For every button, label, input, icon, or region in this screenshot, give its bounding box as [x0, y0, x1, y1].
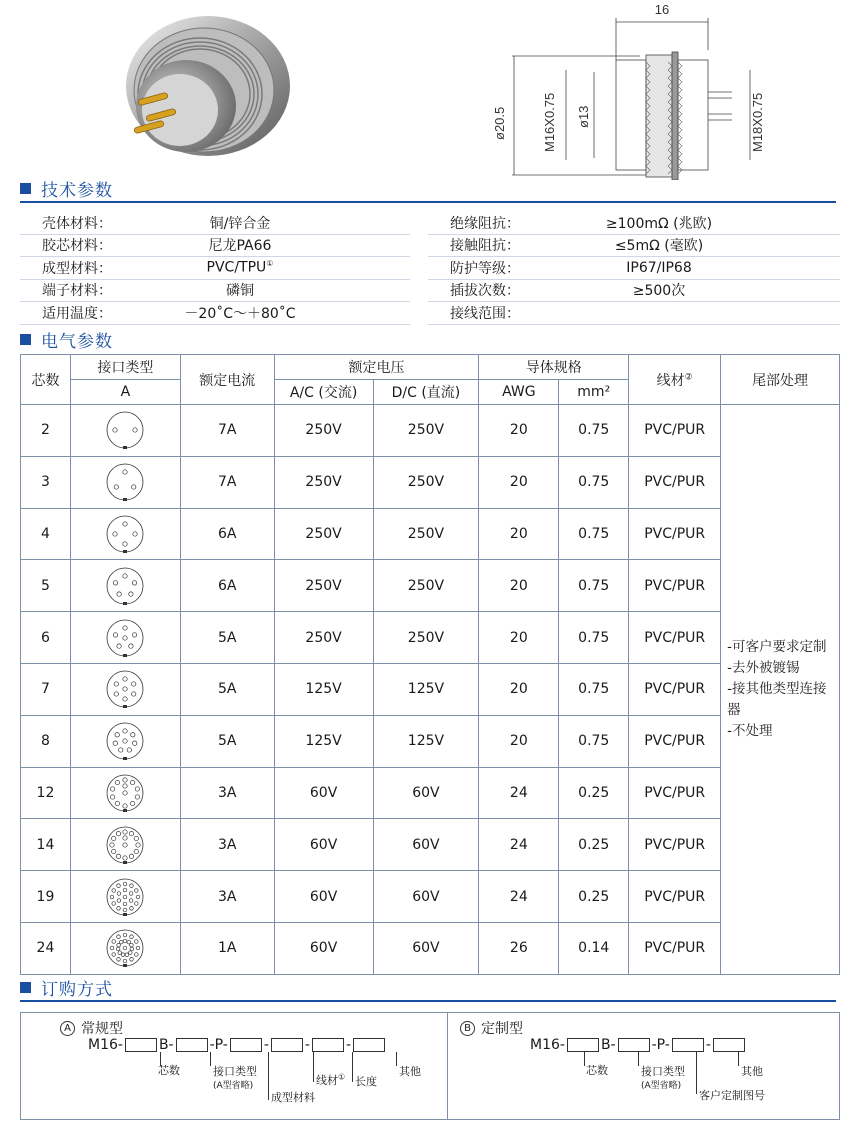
cell-iface: [70, 819, 180, 871]
spec-key: 防护等级：: [450, 260, 520, 277]
spec-value: ≥100mΩ (兆欧): [605, 215, 713, 232]
cell-mm2: 0.75: [559, 663, 629, 715]
th-conductor: 导体规格: [479, 355, 629, 380]
table-row: [21, 871, 840, 923]
cell-dc: 250V: [373, 456, 479, 508]
cell-awg: 26: [479, 922, 559, 974]
cell-mm2: 0.75: [559, 612, 629, 664]
lbl-cores: 芯数: [158, 1064, 180, 1077]
cell-current: 5A: [180, 715, 274, 767]
section-tech-header: [20, 177, 113, 199]
cell-iface: [70, 612, 180, 664]
order-b-label: 定制型: [481, 1021, 523, 1037]
spec-value: －20˚C～＋80˚C: [184, 305, 296, 322]
lbl-iface-note: (A型省略): [213, 1081, 254, 1091]
circled-b-icon: B: [460, 1021, 475, 1036]
th-iface-a: A: [70, 380, 180, 405]
cell-mm2: 0.25: [559, 819, 629, 871]
table-row: [21, 819, 840, 871]
cell-cores: 12: [21, 767, 71, 819]
slot-other: [713, 1038, 745, 1052]
cell-awg: 20: [479, 715, 559, 767]
spec-value: 磷铜: [226, 283, 254, 300]
spec-value: ≤5mΩ (毫欧): [614, 238, 704, 255]
spec-row: [428, 212, 840, 235]
cell-current: 1A: [180, 922, 274, 974]
table-row: [21, 508, 840, 560]
cell-ac: 250V: [274, 508, 373, 560]
cell-ac: 250V: [274, 405, 373, 457]
spec-value-wrap: [548, 213, 840, 233]
spec-row: [20, 280, 410, 303]
bracket: [268, 1052, 269, 1100]
lbl-mold: 成型材料: [271, 1091, 315, 1104]
cell-mm2: 0.75: [559, 508, 629, 560]
cell-wire: PVC/PUR: [629, 560, 721, 612]
cell-cores: 6: [21, 612, 71, 664]
section-divider: [20, 201, 836, 203]
lbl-wire-wrap: [316, 1072, 345, 1088]
cell-cores: 19: [21, 871, 71, 923]
slot-cores: [567, 1038, 599, 1052]
cell-iface: [70, 456, 180, 508]
pin-layout-icon: [104, 409, 146, 451]
table-row: [21, 405, 840, 457]
spec-right-column: [428, 212, 840, 325]
tail-option: -去外被镀锡: [727, 659, 800, 676]
slot-custom: [672, 1038, 704, 1052]
cell-iface: [70, 508, 180, 560]
table-row: [21, 767, 840, 819]
cell-current: 7A: [180, 456, 274, 508]
cell-awg: 20: [479, 560, 559, 612]
order-a-title: [60, 1018, 123, 1038]
spec-row: [428, 257, 840, 280]
pin-layout-icon: [104, 772, 146, 814]
pin-layout-icon: [104, 617, 146, 659]
cell-mm2: 0.25: [559, 871, 629, 923]
bracket: [696, 1052, 697, 1094]
cell-dc: 250V: [373, 560, 479, 612]
bracket: [210, 1052, 211, 1066]
slot-wire: [271, 1038, 303, 1052]
dimension-drawing: [470, 0, 810, 180]
spec-value: PVC/TPU: [206, 260, 267, 277]
lbl-other: 其他: [741, 1065, 763, 1078]
spec-value: 尼龙PA66: [208, 238, 272, 255]
circled-a-icon: A: [60, 1021, 75, 1036]
spec-row: [20, 212, 410, 235]
spec-row: [20, 257, 410, 280]
electrical-table: [20, 354, 840, 975]
spec-sup: ①: [266, 259, 274, 269]
th-tail: 尾部处理: [721, 355, 840, 405]
section-order-header: [20, 976, 113, 998]
section-title: 技术参数: [41, 180, 113, 201]
cell-wire: PVC/PUR: [629, 819, 721, 871]
th-wire: [629, 355, 721, 405]
th-cores: 芯数: [21, 355, 71, 405]
code-b: B-: [600, 1037, 616, 1053]
cell-dc: 60V: [373, 767, 479, 819]
th-awg: AWG: [479, 380, 559, 405]
order-divider: [447, 1012, 448, 1120]
slot-cores: [125, 1038, 157, 1052]
tail-option: -接其他类型连接器: [727, 680, 827, 718]
cell-current: 3A: [180, 819, 274, 871]
lbl-iface-note: (A型省略): [641, 1081, 682, 1091]
cell-mm2: 0.25: [559, 767, 629, 819]
spec-row: [20, 235, 410, 258]
order-a-code: [88, 1037, 387, 1053]
cell-awg: 20: [479, 663, 559, 715]
bracket: [738, 1052, 739, 1066]
dim-m16: M16X0.75: [542, 92, 557, 152]
cell-dc: 60V: [373, 922, 479, 974]
code-dash: -: [263, 1037, 269, 1053]
cell-wire: PVC/PUR: [629, 871, 721, 923]
cell-awg: 20: [479, 612, 559, 664]
spec-key: 适用温度：: [42, 305, 112, 322]
pin-layout-icon: [104, 565, 146, 607]
spec-value-wrap: [140, 280, 410, 300]
cell-wire: PVC/PUR: [629, 715, 721, 767]
spec-key: 绝缘阻抗：: [450, 215, 520, 232]
pin-layout-icon: [104, 927, 146, 969]
slot-iface: [618, 1038, 650, 1052]
cell-iface: [70, 405, 180, 457]
th-voltage: 额定电压: [274, 355, 479, 380]
th-iface: 接口类型: [70, 355, 180, 380]
cell-wire: PVC/PUR: [629, 508, 721, 560]
code-p: -P-: [209, 1037, 228, 1053]
th-dc: D/C (直流): [373, 380, 479, 405]
th-wire-label: 线材: [656, 372, 685, 389]
dim-m18: M18X0.75: [750, 92, 765, 152]
table-row: [21, 456, 840, 508]
cell-dc: 250V: [373, 405, 479, 457]
section-elec-header: [20, 328, 113, 350]
dim-16: 16: [654, 2, 670, 17]
cell-mm2: 0.75: [559, 715, 629, 767]
cell-wire: PVC/PUR: [629, 456, 721, 508]
slot-length: [312, 1038, 344, 1052]
cell-current: 3A: [180, 871, 274, 923]
th-current: 额定电流: [180, 355, 274, 405]
code-prefix: M16-: [530, 1037, 565, 1053]
cell-awg: 24: [479, 871, 559, 923]
cell-ac: 60V: [274, 871, 373, 923]
cell-mm2: 0.75: [559, 560, 629, 612]
cell-dc: 60V: [373, 871, 479, 923]
cell-ac: 125V: [274, 663, 373, 715]
cell-ac: 250V: [274, 612, 373, 664]
code-dash: -: [705, 1037, 711, 1053]
cell-cores: 4: [21, 508, 71, 560]
cell-awg: 20: [479, 508, 559, 560]
cell-iface: [70, 922, 180, 974]
cell-ac: 250V: [274, 560, 373, 612]
dim-dia-13: ø13: [576, 105, 591, 128]
spec-left-column: [20, 212, 410, 325]
order-b-code: [530, 1037, 747, 1053]
order-box: [20, 1012, 840, 1120]
cell-cores: 14: [21, 819, 71, 871]
tail-option: -不处理: [727, 722, 773, 739]
cell-cores: 3: [21, 456, 71, 508]
cell-ac: 60V: [274, 922, 373, 974]
cell-mm2: 0.14: [559, 922, 629, 974]
cell-iface: [70, 715, 180, 767]
cell-dc: 125V: [373, 715, 479, 767]
lbl-length: 长度: [355, 1075, 377, 1088]
cell-cores: 2: [21, 405, 71, 457]
cell-wire: PVC/PUR: [629, 922, 721, 974]
code-p: -P-: [651, 1037, 670, 1053]
table-row: [21, 922, 840, 974]
th-ac: A/C (交流): [274, 380, 373, 405]
cell-current: 5A: [180, 663, 274, 715]
lbl-custom: 客户定制图号: [699, 1089, 765, 1102]
bracket: [313, 1052, 314, 1082]
code-b: B-: [158, 1037, 174, 1053]
slot-other: [353, 1038, 385, 1052]
cell-awg: 20: [479, 405, 559, 457]
order-a-label: 常规型: [81, 1021, 123, 1037]
pin-layout-icon: [104, 668, 146, 710]
cell-wire: PVC/PUR: [629, 767, 721, 819]
table-row: [21, 715, 840, 767]
cell-wire: PVC/PUR: [629, 663, 721, 715]
spec-value: IP67/IP68: [626, 259, 692, 276]
spec-value-wrap: [548, 280, 840, 300]
cell-cores: 8: [21, 715, 71, 767]
spec-row: [20, 302, 410, 325]
table-row: [21, 663, 840, 715]
cell-awg: 20: [479, 456, 559, 508]
section-divider: [20, 1000, 836, 1002]
cell-wire: PVC/PUR: [629, 405, 721, 457]
section-marker-icon: [20, 183, 31, 194]
cell-tail: [721, 405, 840, 975]
spec-value: ≥500次: [632, 283, 686, 300]
section-title: 电气参数: [41, 331, 113, 352]
order-b-title: [460, 1018, 523, 1038]
cell-current: 6A: [180, 508, 274, 560]
lbl-cores: 芯数: [586, 1064, 608, 1077]
cell-dc: 125V: [373, 663, 479, 715]
cell-dc: 250V: [373, 612, 479, 664]
cell-wire: PVC/PUR: [629, 612, 721, 664]
cell-current: 6A: [180, 560, 274, 612]
slot-mold: [230, 1038, 262, 1052]
connector-photo: [108, 8, 298, 173]
section-marker-icon: [20, 982, 31, 993]
cell-awg: 24: [479, 767, 559, 819]
tail-option: -可客户要求定制: [727, 638, 827, 655]
pin-layout-icon: [104, 824, 146, 866]
spec-value-wrap: [140, 213, 410, 233]
cell-cores: 5: [21, 560, 71, 612]
th-mm2: mm²: [559, 380, 629, 405]
cell-current: 7A: [180, 405, 274, 457]
cell-iface: [70, 871, 180, 923]
cell-dc: 60V: [373, 819, 479, 871]
cell-cores: 7: [21, 663, 71, 715]
pin-layout-icon: [104, 461, 146, 503]
spec-value-wrap: [548, 235, 840, 255]
spec-row: [428, 302, 840, 325]
bracket: [352, 1052, 353, 1082]
code-dash: -: [345, 1037, 352, 1053]
cell-iface: [70, 767, 180, 819]
spec-value: 铜/锌合金: [209, 215, 271, 232]
dim-dia-20-5: ø20.5: [492, 106, 507, 140]
table-row: [21, 612, 840, 664]
cell-current: 5A: [180, 612, 274, 664]
spec-value-wrap: [548, 260, 840, 276]
lbl-other: 其他: [399, 1065, 421, 1078]
cell-ac: 60V: [274, 819, 373, 871]
pin-layout-icon: [104, 876, 146, 918]
bracket: [584, 1052, 585, 1066]
pin-layout-icon: [104, 513, 146, 555]
cell-ac: 250V: [274, 456, 373, 508]
spec-value-wrap: [140, 303, 410, 323]
cell-iface: [70, 560, 180, 612]
spec-key: 壳体材料：: [42, 215, 112, 232]
spec-key: 胶芯材料：: [42, 238, 112, 255]
spec-key: 成型材料：: [42, 260, 112, 277]
lbl-iface: 接口类型: [641, 1065, 685, 1078]
cell-current: 3A: [180, 767, 274, 819]
cell-awg: 24: [479, 819, 559, 871]
cell-iface: [70, 663, 180, 715]
spec-key: 端子材料：: [42, 283, 112, 300]
spec-value-wrap: [140, 259, 410, 276]
spec-row: [428, 235, 840, 258]
cell-dc: 250V: [373, 508, 479, 560]
slot-iface: [176, 1038, 208, 1052]
lbl-iface: 接口类型: [213, 1065, 257, 1078]
cell-cores: 24: [21, 922, 71, 974]
spec-key: 接触阻抗：: [450, 238, 520, 255]
code-dash: -: [304, 1037, 310, 1053]
pin-layout-icon: [104, 720, 146, 762]
th-wire-sup: ②: [684, 371, 693, 382]
bracket: [638, 1052, 639, 1066]
bracket: [396, 1052, 397, 1066]
spec-key: 插拔次数：: [450, 283, 520, 300]
cell-mm2: 0.75: [559, 405, 629, 457]
cell-ac: 125V: [274, 715, 373, 767]
cell-mm2: 0.75: [559, 456, 629, 508]
cell-ac: 60V: [274, 767, 373, 819]
lbl-wire: 线材: [316, 1074, 338, 1087]
table-row: [21, 560, 840, 612]
code-prefix: M16-: [88, 1037, 123, 1053]
section-marker-icon: [20, 334, 31, 345]
spec-key: 接线范围：: [450, 305, 520, 322]
lbl-wire-sup: ①: [338, 1072, 346, 1082]
spec-row: [428, 280, 840, 303]
section-title: 订购方式: [41, 979, 113, 1000]
spec-value-wrap: [140, 235, 410, 255]
